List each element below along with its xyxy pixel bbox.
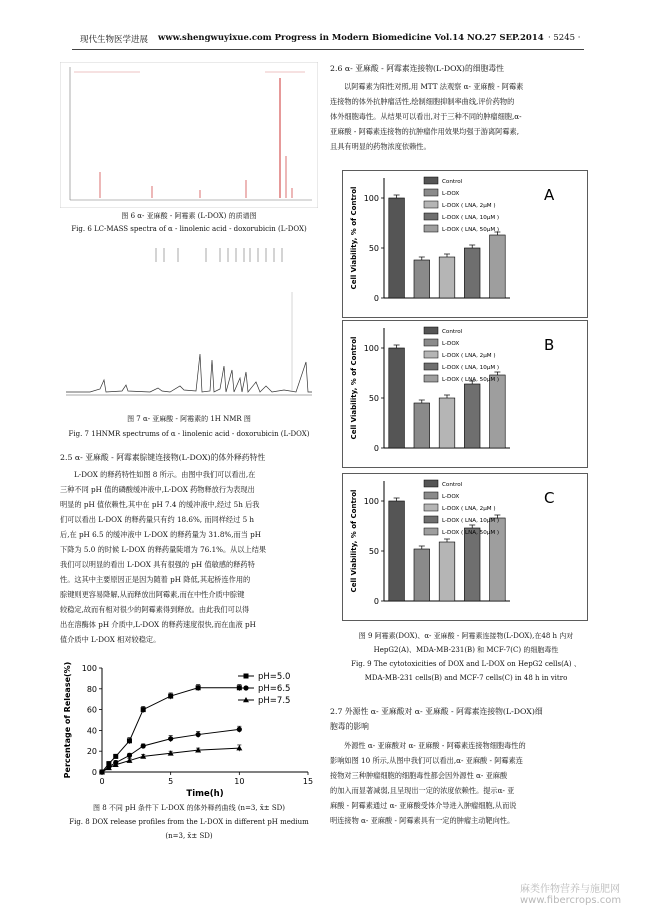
page-number: · 5245 ·	[548, 33, 581, 43]
y-tick-label: 0	[373, 444, 379, 453]
y-tick-label: 0	[91, 768, 97, 777]
legend-label: L-DOX ( LNA, 50μM )	[442, 530, 500, 536]
bar-0	[389, 348, 405, 448]
data-point	[141, 743, 146, 748]
section-2-5-line: 腙键则更容易降解,从而释放出阿霉素,而在中性介质中腙键	[60, 590, 245, 599]
legend-swatch	[424, 327, 438, 334]
watermark-cn: 麻类作物营养与施肥网	[520, 884, 620, 895]
y-axis-label: Cell Viability, % of Control	[350, 186, 358, 290]
bar-0	[389, 198, 405, 298]
section-2-5-line: 三种不同 pH 值的磷酸缓冲液中,L-DOX 药物释放行为表现出	[60, 485, 255, 494]
y-tick-label: 40	[86, 726, 97, 736]
legend-label: Control	[442, 179, 463, 185]
section-2-7-heading-cont: 胞毒的影响	[330, 722, 369, 731]
y-tick-label: 100	[81, 664, 97, 673]
legend-marker	[243, 685, 248, 690]
section-2-7-line: 接物对三种肿瘤细胞的细胞毒性都会因外源性 α- 亚麻酸	[330, 771, 508, 780]
bar-1	[414, 403, 430, 448]
y-tick-label: 0	[373, 597, 379, 606]
y-tick-label: 20	[86, 747, 97, 757]
y-tick-label: 80	[86, 684, 97, 694]
fig8-release-chart	[58, 660, 320, 798]
legend-label: Control	[442, 482, 463, 488]
legend-label: pH=6.5	[258, 684, 291, 694]
legend-swatch	[424, 177, 438, 184]
legend-swatch	[424, 492, 438, 499]
section-2-5-line: 下降为 5.0 的时候 L-DOX 的释药量陡增为 76.1%。从以上结果	[60, 545, 267, 554]
section-2-6-line: 亚麻酸 - 阿霉素连接物的抗肿瘤作用效果均强于游离阿霉素,	[330, 127, 519, 136]
section-2-7-line: 麻酸 - 阿霉素通过 α- 亚麻酸受体介导进入肿瘤细胞,从而说	[330, 801, 517, 810]
panel-letter: B	[544, 336, 555, 354]
fig9-caption-en-2: MDA-MB-231 cells(B) and MCF-7 cells(C) in 48 h in vitro	[364, 674, 568, 682]
data-point	[168, 694, 173, 699]
bar-4	[490, 375, 506, 448]
legend-label: L-DOX	[442, 494, 460, 500]
legend-swatch	[424, 213, 438, 220]
section-2-5-line: 们可以看出 L-DOX 的释药量只有约 18.6%, 而同样经过 5 h	[60, 515, 255, 524]
section-2-6-heading: 2.6 α- 亚麻酸 - 阿霉素连接物(L-DOX)的细胞毒性	[330, 64, 504, 73]
x-tick-label: 10	[234, 777, 245, 786]
section-2-5-line: 后,在 pH 6.5 的缓冲液中 L-DOX 的释药量为 31.8%,而当 pH	[60, 530, 262, 539]
bar-2	[439, 542, 455, 601]
fig9-panel-c-chart	[342, 473, 588, 621]
legend-swatch	[424, 189, 438, 196]
section-2-5-line: 明显的 pH 值依赖性,其中在 pH 7.4 的缓冲液中,经过 5h 后我	[60, 500, 260, 509]
journal-name-en: www.shengwuyixue.com Progress in Modern Biomedicine Vol.14 NO.27 SEP.2014	[158, 33, 544, 43]
data-point	[196, 685, 201, 690]
legend-label: L-DOX ( LNA, 2μM )	[442, 203, 496, 209]
legend-label: L-DOX ( LNA, 50μM )	[442, 377, 500, 383]
bar-1	[414, 260, 430, 298]
legend-swatch	[424, 528, 438, 535]
bar-0	[389, 501, 405, 601]
fig7-caption-en: Fig. 7 1HNMR spectrums of α - linolenic acid - doxorubicin (L-DOX)	[68, 430, 310, 438]
legend-swatch	[424, 516, 438, 523]
legend-label: pH=7.5	[258, 696, 291, 706]
fig9-caption-en-1: Fig. 9 The cytotoxicities of DOX and L-DOX on HepG2 cells(A) 、	[351, 660, 581, 668]
bar-2	[439, 398, 455, 448]
panel-letter: A	[544, 186, 555, 204]
fig6-caption-cn: 图 6 α- 亚麻酸 - 阿霉素 (L-DOX) 的质谱图	[121, 212, 257, 220]
y-axis-label: Cell Viability, % of Control	[350, 336, 358, 440]
legend-label: L-DOX ( LNA, 50μM )	[442, 227, 500, 233]
section-2-6-line: 以阿霉素为阳性对照,用 MTT 法观察 α- 亚麻酸 - 阿霉素	[344, 82, 524, 91]
legend-swatch	[424, 351, 438, 358]
data-point	[113, 754, 118, 759]
fig9-caption-cn-2: HepG2(A)、MDA-MB-231(B) 和 MCF-7(C) 的细胞毒性	[373, 646, 559, 654]
section-2-7-body	[330, 738, 596, 828]
fig7-caption-cn: 图 7 α- 亚麻酸 - 阿霉素的 1H NMR 图	[127, 415, 251, 423]
section-2-7-line: 影响如图 10 所示,从图中我们可以看出,α- 亚麻酸 - 阿霉素连	[330, 756, 523, 765]
legend-label: L-DOX	[442, 191, 460, 197]
y-tick-label: 100	[363, 344, 379, 353]
y-tick-label: 100	[363, 194, 379, 203]
section-2-5-line: L-DOX 的释药特性如图 8 所示。由图中我们可以看出,在	[74, 470, 256, 479]
fig6-caption-en: Fig. 6 LC-MASS spectra of α - linolenic acid - doxorubicin (L-DOX)	[71, 225, 307, 233]
panel-letter: C	[544, 489, 555, 507]
x-tick-label: 0	[99, 777, 105, 786]
legend-label: L-DOX ( LNA, 2μM )	[442, 353, 496, 359]
legend-label: L-DOX ( LNA, 2μM )	[442, 506, 496, 512]
legend-marker	[244, 674, 249, 679]
section-2-5-line: 较稳定,故而有相对很少的阿霉素得到释放。由此我们可以得	[60, 605, 250, 614]
section-2-6-line: 体外细胞毒性。从结果可以看出,对于三种不同的肿瘤细胞,α-	[330, 112, 522, 121]
section-2-5-line: 我们可以明显的看出 L-DOX 具有很强的 pH 值敏感的释药特	[60, 560, 255, 569]
legend-swatch	[424, 339, 438, 346]
legend-swatch	[424, 504, 438, 511]
bar-4	[490, 235, 506, 298]
y-tick-label: 50	[368, 244, 379, 253]
legend-label: Control	[442, 329, 463, 335]
bar-3	[464, 248, 480, 298]
fig7-nmr-spectrum	[60, 242, 318, 402]
fig9-panel-b-chart	[342, 320, 588, 468]
section-2-6-body	[330, 79, 592, 154]
fig8-caption-cn: 图 8 不同 pH 条件下 L-DOX 的体外释药曲线 (n=3, x̄± SD)	[92, 804, 286, 812]
section-2-7-line: 的加入而显著减弱,且呈现出一定的浓度依赖性。提示α- 亚	[330, 786, 515, 795]
legend-swatch	[424, 201, 438, 208]
section-2-7-line: 明连接物 α- 亚麻酸 - 阿霉素具有一定的肿瘤主动靶向性。	[330, 816, 515, 825]
legend-label: pH=5.0	[258, 672, 291, 682]
legend-swatch	[424, 363, 438, 370]
fig8-caption-en-2: (n=3, x̄± SD)	[165, 832, 213, 840]
section-2-5-line: 性。这其中主要原因正是因为随着 pH 降低,其起桥连作用的	[60, 575, 251, 584]
data-point	[237, 727, 242, 732]
legend-label: L-DOX ( LNA, 10μM )	[442, 215, 500, 221]
bar-3	[464, 528, 480, 601]
legend-swatch	[424, 225, 438, 232]
series-pH=5.0	[100, 685, 242, 775]
section-2-6-line: 连接物的体外抗肿瘤活性,绘制细胞抑制率曲线,评价药物的	[330, 97, 515, 106]
section-2-5-line: 值介质中 L-DOX 相对较稳定。	[60, 635, 161, 644]
y-tick-label: 100	[363, 497, 379, 506]
bar-2	[439, 257, 455, 298]
y-tick-label: 0	[373, 294, 379, 303]
section-2-6-line: 且具有明显的药物浓度依赖性。	[330, 142, 431, 151]
bar-1	[414, 549, 430, 601]
fig8-caption-en: Fig. 8 DOX release profiles from the L-DOX in different pH medium	[69, 818, 309, 826]
legend-label: L-DOX ( LNA, 10μM )	[442, 365, 500, 371]
y-tick-label: 60	[86, 705, 97, 715]
journal-name-cn: 现代生物医学进展	[80, 35, 149, 45]
legend-swatch	[424, 480, 438, 487]
x-tick-label: 15	[302, 777, 314, 786]
fig9-panel-a-chart	[342, 170, 588, 318]
legend-swatch	[424, 375, 438, 382]
section-2-7-line: 外源性 α- 亚麻酸对 α- 亚麻酸 - 阿霉素连接物细胞毒性的	[344, 741, 526, 750]
y-tick-label: 50	[368, 394, 379, 403]
section-2-5-heading: 2.5 α- 亚麻酸 - 阿霉素腙键连接物(L-DOX)的体外释药特性	[60, 453, 266, 462]
data-point	[168, 736, 173, 741]
fig6-mass-spectrum	[60, 62, 318, 208]
y-tick-label: 50	[368, 547, 379, 556]
legend-label: L-DOX	[442, 341, 460, 347]
data-point	[127, 738, 132, 743]
x-tick-label: 5	[168, 777, 174, 786]
y-axis-label: Percentage of Release(%)	[63, 661, 72, 779]
data-point	[127, 753, 132, 758]
header-divider	[72, 49, 584, 50]
data-point	[141, 707, 146, 712]
fig9-caption-cn-1: 图 9 阿霉素(DOX)、α- 亚麻酸 - 阿霉素连接物(L-DOX),在48 h 内对	[358, 632, 574, 640]
y-axis-label: Cell Viability, % of Control	[350, 489, 358, 593]
x-axis-label: Time(h)	[186, 789, 224, 798]
section-2-5-body	[60, 467, 322, 647]
data-point	[196, 732, 201, 737]
section-2-7-heading: 2.7 外源性 α- 亚麻酸对 α- 亚麻酸 - 阿霉素连接物(L-DOX)细	[330, 707, 543, 716]
section-2-5-line: 出在溶酶体 pH 介质中,L-DOX 的释药速度很快,而在血液 pH	[60, 620, 256, 629]
legend-label: L-DOX ( LNA, 10μM )	[442, 518, 500, 524]
watermark-url: www.fibercrops.com	[520, 895, 622, 906]
bar-3	[464, 384, 480, 448]
